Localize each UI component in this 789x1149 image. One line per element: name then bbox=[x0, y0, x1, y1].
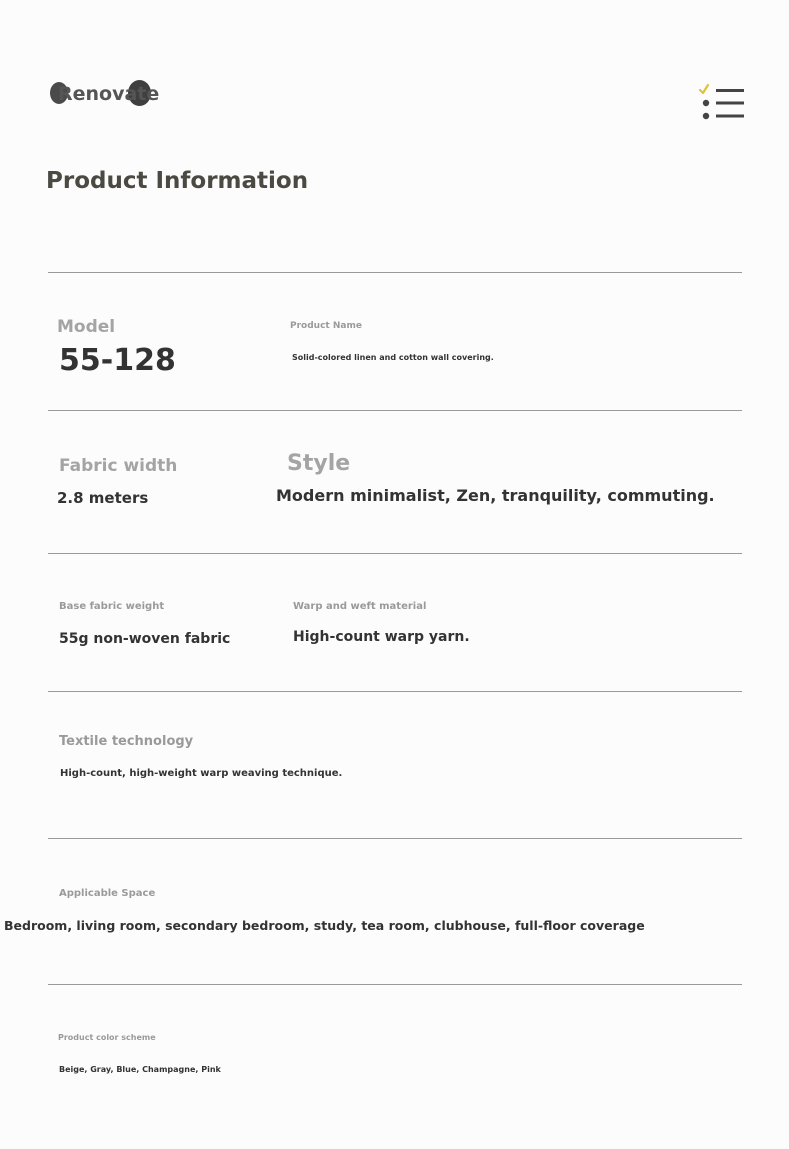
page-title: Product Information bbox=[46, 168, 309, 194]
textile-tech-label: Textile technology bbox=[59, 734, 194, 749]
product-name-value: Solid-colored linen and cotton wall covering. bbox=[292, 353, 494, 362]
divider bbox=[48, 553, 742, 554]
base-weight-label: Base fabric weight bbox=[59, 601, 165, 612]
base-weight-value: 55g non-woven fabric bbox=[59, 631, 231, 647]
fabric-width-label: Fabric width bbox=[59, 456, 178, 476]
product-name-label: Product Name bbox=[290, 321, 362, 331]
warp-weft-label: Warp and weft material bbox=[293, 601, 427, 612]
logo-text: Renovate bbox=[58, 83, 160, 105]
divider bbox=[48, 838, 742, 839]
divider bbox=[48, 691, 742, 692]
applicable-space-label: Applicable Space bbox=[59, 888, 156, 899]
warp-weft-value: High-count warp yarn. bbox=[293, 629, 470, 645]
model-label: Model bbox=[57, 317, 116, 337]
model-value: 55-128 bbox=[59, 343, 176, 378]
textile-tech-value: High-count, high-weight warp weaving technique. bbox=[60, 768, 343, 779]
divider bbox=[48, 984, 742, 985]
applicable-space-value: Bedroom, living room, secondary bedroom, study, tea room, clubhouse, full-floor coverage bbox=[4, 918, 645, 933]
color-scheme-value: Beige, Gray, Blue, Champagne, Pink bbox=[59, 1065, 221, 1074]
style-value: Modern minimalist, Zen, tranquility, commuting. bbox=[276, 486, 715, 505]
color-scheme-label: Product color scheme bbox=[58, 1033, 156, 1042]
style-label: Style bbox=[287, 451, 351, 476]
checklist-menu-icon[interactable] bbox=[696, 82, 748, 124]
divider bbox=[48, 410, 742, 411]
menu-icon-graphic bbox=[696, 82, 748, 124]
brand-logo[interactable] bbox=[48, 80, 158, 112]
fabric-width-value: 2.8 meters bbox=[57, 489, 149, 507]
divider bbox=[48, 272, 742, 273]
